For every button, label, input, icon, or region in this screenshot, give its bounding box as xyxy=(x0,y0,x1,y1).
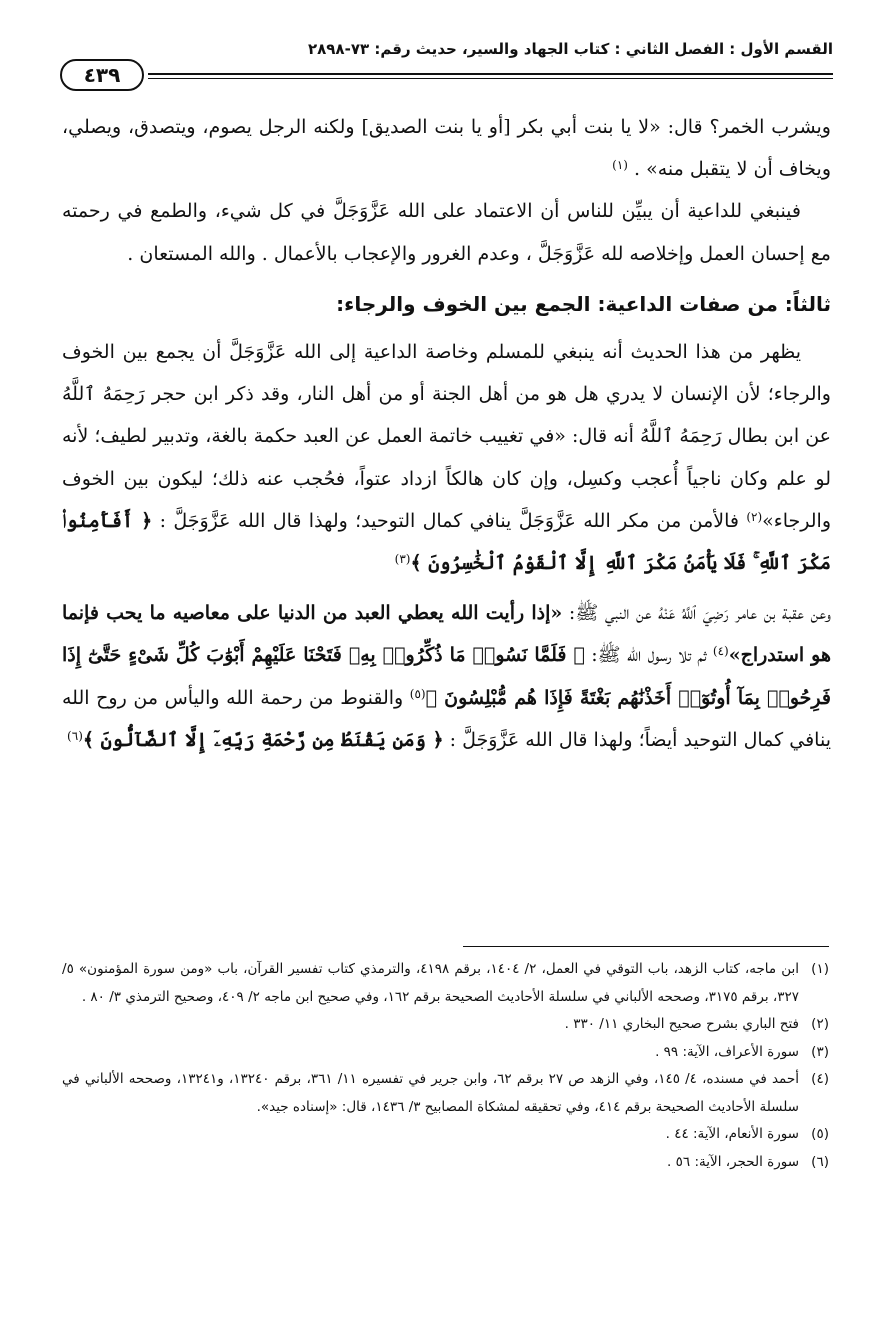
footnote-text: سورة الأنعام، الآية: ٤٤ . xyxy=(665,1126,799,1142)
paragraph-4-middle: ثم تلا رسول الله ﷺ: xyxy=(584,644,713,667)
paragraph-3 xyxy=(62,331,831,584)
footnote-5 xyxy=(62,1121,829,1149)
footnote-number: (١) xyxy=(811,961,829,977)
hadith-text: «إذا رأيت الله يعطي العبد من الدنيا على معاصيه ما يحب فإنما هو استدراج» xyxy=(62,602,831,667)
footnote-number: (٢) xyxy=(811,1016,829,1032)
page-number: ٤٣٩ xyxy=(60,59,144,91)
quran-verse-araf: ﴿ أَفَأَمِنُوا۟ مَكْرَ ٱللَّهِ ۚ فَلَا يَأْمَنُ مَكْرَ ٱللَّهِ إِلَّا ٱلْقَوْمُ ٱلْخَٰسِرُونَ ﴾ xyxy=(62,509,831,575)
footnote-number: (٦) xyxy=(811,1153,829,1170)
footnote-text: سورة الأعراف، الآية: ٩٩ . xyxy=(655,1043,799,1060)
footnote-number: (٣) xyxy=(811,1043,829,1060)
header-rule-thin xyxy=(148,78,833,79)
footnote-6 xyxy=(62,1149,829,1177)
paragraph-2: فينبغي للداعية أن يبيِّن للناس أن الاعتماد على الله عَزَّوَجَلَّ في كل شيء، والطمع في رحمته مع إحسان العمل وإخلاصه لله عَزَّوَجَلَّ ، وعدم الغرور والإعجاب بالأعمال . والله المستعان . xyxy=(62,200,831,265)
quran-verse-anam: ﴿ فَلَمَّا نَسُوا۟ مَا ذُكِّرُوا۟ بِهِۦ فَتَحْنَا عَلَيْهِمْ أَبْوَٰبَ كُلِّ شَىْءٍ حَتَّىٰٓ إِذَا فَرِحُوا۟ بِمَآ أُوتُوٓا۟ أَخَذْنَٰهُم بَغْتَةً فَإِذَا هُم مُّبْلِسُونَ ﴾ xyxy=(62,644,831,709)
paragraph-1 xyxy=(62,106,831,190)
paragraph-1-text: ويشرب الخمر؟ قال: «لا يا بنت أبي بكر [أو يا بنت الصديق] ولكنه الرجل يصوم، ويتصدق، ويصلي، ويخاف أن لا يتقبل منه» . xyxy=(62,116,831,181)
footnotes xyxy=(62,956,829,1176)
footnote-1 xyxy=(62,956,829,1011)
footnote-ref-3: (٣) xyxy=(394,552,411,567)
footnote-ref-1: (١) xyxy=(612,158,628,173)
paragraph-4-intro: وعن عقبة بن عامر رَضِيَ ٱللَّهُ عَنْهُ عن النبي ﷺ: xyxy=(562,602,831,625)
footnote-text: سورة الحجر، الآية: ٥٦ . xyxy=(667,1153,799,1170)
quran-verse-hijr: ﴿ وَمَن يَقْنَطُ مِن رَّحْمَةِ رَبِّهِۦٓ إِلَّا ٱلضَّآلُّونَ ﴾ xyxy=(82,728,444,751)
footnote-ref-2: (٢) xyxy=(746,509,763,524)
footnote-text: فتح الباري بشرح صحيح البخاري ١١/ ٣٣٠ . xyxy=(564,1016,799,1032)
footnote-separator xyxy=(463,946,829,947)
footnote-ref-4: (٤) xyxy=(712,644,729,659)
paragraph-3-text: يظهر من هذا الحديث أنه ينبغي للمسلم وخاصة الداعية إلى الله عَزَّوَجَلَّ أن يجمع بين الخوف والرجاء؛ لأن الإنسان لا يدري هل هو من أهل الجنة أو من أهل النار، وقد ذكر ابن حجر رَحِمَهُ ٱللَّهُ عن ابن بطال رَحِمَهُ ٱللَّهُ أنه قال: «في تغييب خاتمة العمل عن العبد حكمة بالغة، وتدبير لطيف؛ لأنه لو علم وكان ناجياً أُعجب وكسِل، وإن كان هالكاً ازداد عتواً، فحُجب عنه ذلك؛ ليكون بين الخوف والرجاء» xyxy=(62,341,831,532)
header-rule-thick xyxy=(148,73,833,75)
footnote-4 xyxy=(62,1066,829,1121)
paragraph-3-continuation: فالأمن من مكر الله عَزَّوَجَلَّ ينافي كمال التوحيد؛ ولهذا قال الله عَزَّوَجَلَّ : xyxy=(152,509,747,532)
footnote-text: ابن ماجه، كتاب الزهد، باب التوقي في العمل، ٢/ ١٤٠٤، برقم ٤١٩٨، والترمذي كتاب تفسير القرآن، باب «ومن سورة المؤمنون» ٥/ ٣٢٧، برقم ٣١٧٥، وصححه الألباني في سلسلة الأحاديث الصحيحة برقم ١٦٢، وفي صحيح ابن ماجه ٢/ ٤٠٩، وصحيح الترمذي ٣/ ٨٠ . xyxy=(62,961,800,1005)
footnote-number: (٤) xyxy=(811,1071,829,1087)
footnote-2 xyxy=(62,1011,829,1039)
paragraph-4 xyxy=(62,592,831,761)
running-title: القسم الأول : الفصل الثاني : كتاب الجهاد والسير، حديث رقم: ٧٣-٢٨٩٨ xyxy=(307,40,833,58)
footnote-text: أحمد في مسنده، ٤/ ١٤٥، وفي الزهد ص ٢٧ برقم ٦٢، وابن جرير في تفسيره ١١/ ٣٦١، برقم ١٣٢٤٠، و١٣٢٤١، وصححه الألباني في سلسلة الأحاديث الصحيحة برقم ٤١٤، وفي تحقيقه لمشكاة المصابيح ٣/ ١٤٣٦، قال: «إسناده جيد». xyxy=(62,1071,799,1115)
footnote-ref-6: (٦) xyxy=(67,728,83,743)
paragraph-4-continuation: والقنوط من رحمة الله واليأس من روح الله ينافي كمال التوحيد أيضاً؛ ولهذا قال الله عَزَّوَجَلَّ : xyxy=(62,686,831,751)
footnote-number: (٥) xyxy=(811,1126,829,1142)
footnote-ref-5: (٥) xyxy=(409,686,426,701)
page-header xyxy=(60,40,833,96)
main-text xyxy=(62,106,831,761)
footnote-3 xyxy=(62,1039,829,1067)
section-heading: ثالثاً: من صفات الداعية: الجمع بين الخوف والرجاء: xyxy=(336,291,831,316)
